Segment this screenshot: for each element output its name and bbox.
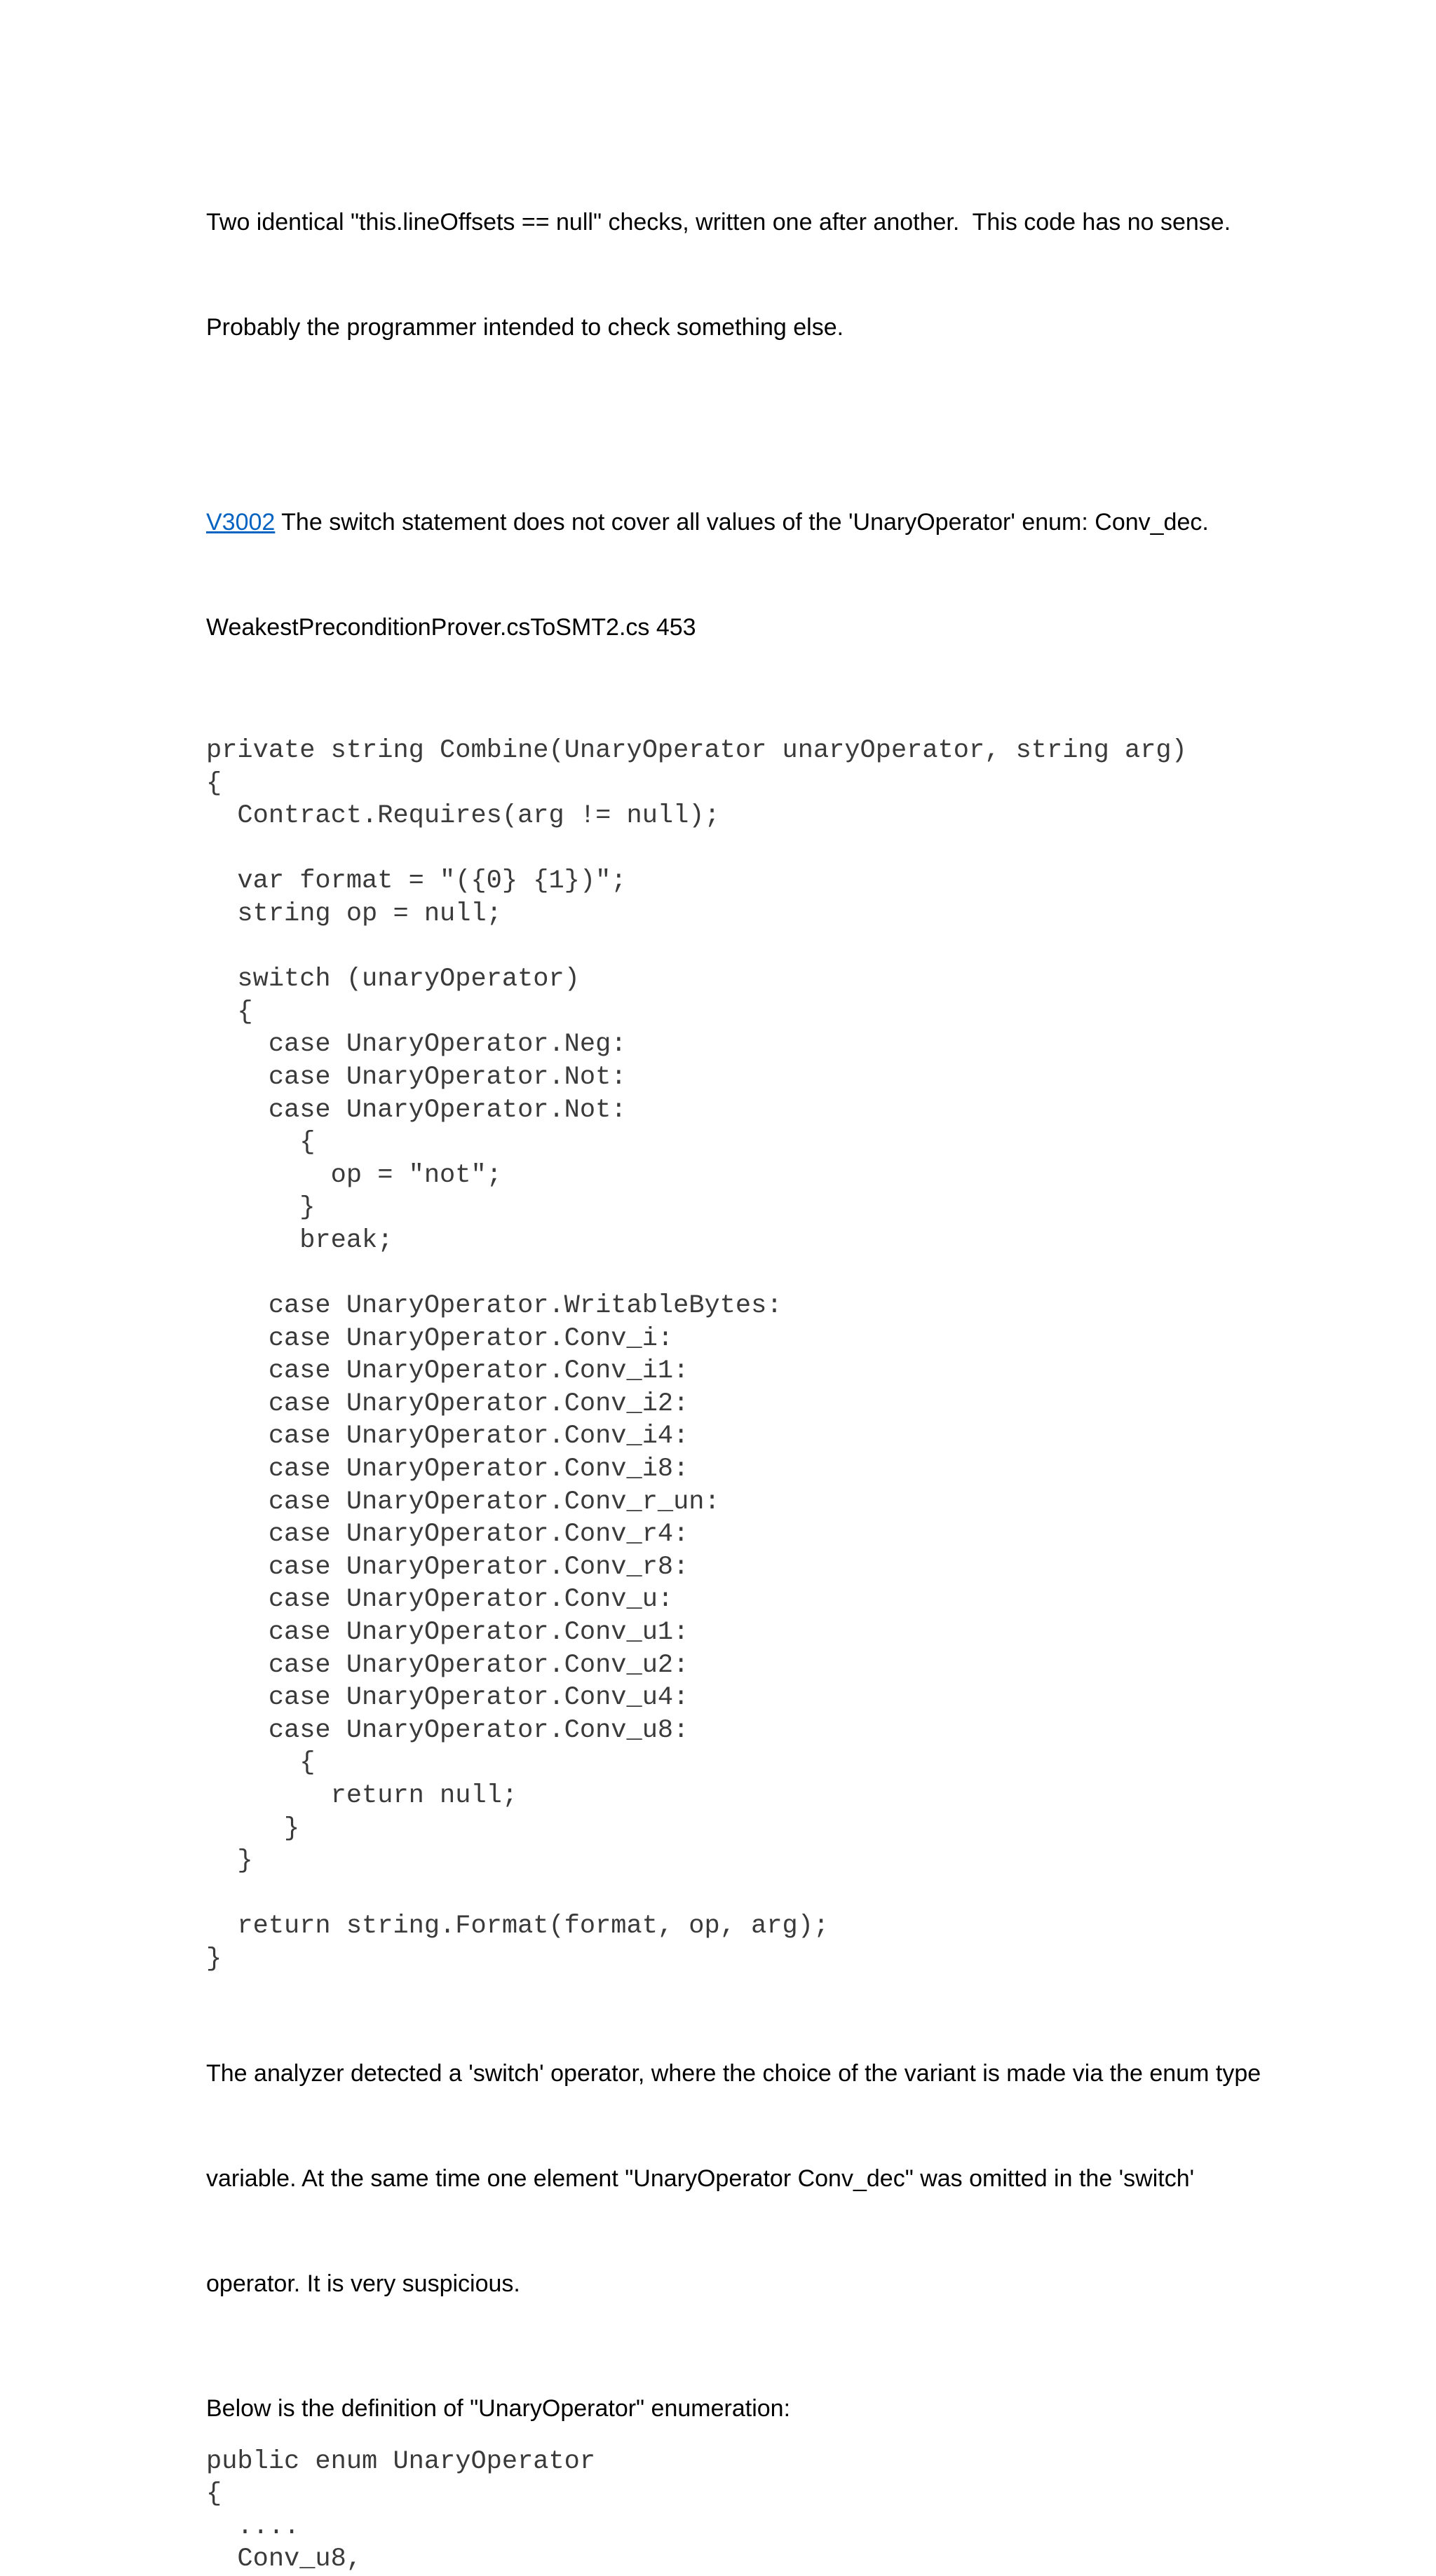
- code-line: case UnaryOperator.Conv_i:: [206, 1323, 674, 1354]
- code-line: case UnaryOperator.Conv_u2:: [206, 1650, 689, 1680]
- intro-line-1: Two identical "this.lineOffsets == null" checks, written one after another. This code has no sense.: [206, 209, 1231, 236]
- code-line: case UnaryOperator.Conv_r4:: [206, 1520, 689, 1550]
- diagnostic-location: WeakestPreconditionProver.csToSMT2.cs 453: [206, 614, 696, 641]
- code-line: Contract.Requires(arg != null);: [206, 801, 720, 831]
- code-line: }: [206, 1813, 300, 1844]
- enum-intro-paragraph: Below is the definition of "UnaryOperator" enumeration:: [206, 2394, 791, 2422]
- code-line: ....: [206, 2512, 300, 2542]
- analysis-line-2: variable. At the same time one element "UnaryOperator Conv_dec" was omitted in the 'switch': [206, 2165, 1195, 2192]
- diagnostic-message: The switch statement does not cover all values of the 'UnaryOperator' enum: Conv_dec.: [275, 509, 1209, 536]
- code-line: switch (unaryOperator): [206, 965, 580, 995]
- code-line: case UnaryOperator.Conv_r8:: [206, 1552, 689, 1582]
- code-line: }: [206, 1944, 222, 1974]
- code-line: case UnaryOperator.Conv_i8:: [206, 1454, 689, 1485]
- document-page: [206, 135, 1328, 2576]
- code-line: case UnaryOperator.Conv_i4:: [206, 1422, 689, 1452]
- code-line: Conv_u8,: [206, 2544, 363, 2575]
- code-line: case UnaryOperator.Conv_r_un:: [206, 1487, 720, 1517]
- code-line: case UnaryOperator.Conv_i2:: [206, 1389, 689, 1419]
- code-block-enum: [206, 2446, 1328, 2576]
- code-line: var format = "({0} {1})";: [206, 866, 627, 897]
- code-line: string op = null;: [206, 899, 502, 929]
- code-line: case UnaryOperator.Neg:: [206, 1030, 627, 1060]
- code-line: [206, 931, 1328, 964]
- code-line: private string Combine(UnaryOperator unaryOperator, string arg): [206, 736, 1187, 765]
- code-line: return string.Format(format, op, arg);: [206, 1911, 829, 1942]
- code-line: break;: [206, 1225, 393, 1255]
- code-line: case UnaryOperator.Conv_u4:: [206, 1683, 689, 1713]
- code-line: }: [206, 1193, 316, 1223]
- code-line: case UnaryOperator.Conv_u:: [206, 1585, 674, 1615]
- code-line: case UnaryOperator.Not:: [206, 1062, 627, 1092]
- code-line: case UnaryOperator.Conv_i1:: [206, 1356, 689, 1386]
- code-line: {: [206, 997, 253, 1027]
- intro-line-2: Probably the programmer intended to check something else.: [206, 314, 844, 341]
- code-line: return null;: [206, 1781, 518, 1811]
- code-line: case UnaryOperator.Not:: [206, 1095, 627, 1125]
- code-line: [206, 1258, 1328, 1290]
- code-line: case UnaryOperator.WritableBytes:: [206, 1291, 783, 1321]
- analysis-line-1: The analyzer detected a 'switch' operator, where the choice of the variant is made via the enum type: [206, 2059, 1261, 2087]
- diagnostic-code-link[interactable]: V3002: [206, 509, 276, 536]
- code-block-combine: [206, 735, 1328, 1976]
- analysis-paragraph: [206, 1986, 1328, 2371]
- diagnostic-line: [206, 505, 1328, 540]
- code-line: }: [206, 1846, 253, 1876]
- code-line: case UnaryOperator.Conv_u1:: [206, 1618, 689, 1648]
- code-line: {: [206, 1748, 316, 1778]
- code-line: {: [206, 1128, 316, 1158]
- intro-paragraph: [206, 135, 1328, 415]
- diagnostic-paragraph: [206, 435, 1328, 715]
- analysis-line-3: operator. It is very suspicious.: [206, 2270, 520, 2297]
- code-line: {: [206, 768, 222, 798]
- code-line: [206, 1878, 1328, 1911]
- code-line: public enum UnaryOperator: [206, 2446, 596, 2476]
- code-line: {: [206, 2479, 222, 2509]
- code-line: [206, 833, 1328, 866]
- code-line: case UnaryOperator.Conv_u8:: [206, 1715, 689, 1745]
- code-line: op = "not";: [206, 1160, 502, 1190]
